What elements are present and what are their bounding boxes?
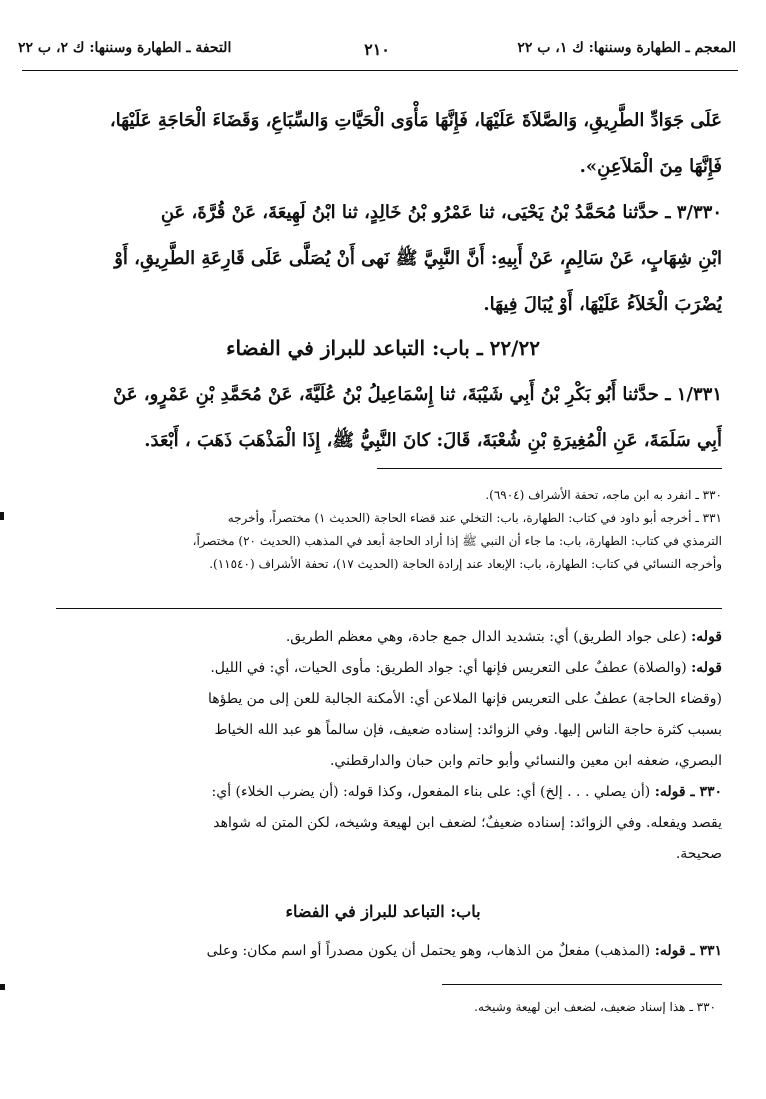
text-line: أَبِي سَلَمَةَ، عَنِ الْمُغِيرَةِ بْنِ شُعْبَةَ، قَالَ: كانَ النَّبِيُّ ﷺ، إِذَا الْمَذْهَبَ ذَهَبَ ، أَبْعَدَ. <box>144 430 722 451</box>
commentary-divider <box>56 608 722 609</box>
commentary-line <box>44 684 722 715</box>
header-divider <box>22 70 738 71</box>
commentary-text: صحيحة. <box>675 846 722 862</box>
commentary-text: (أن يصلي . . . إلخ) أي: على بناء المفعول، وكذا قوله: (أن يضرب الخلاء) أي: <box>211 784 655 800</box>
footnote-line: وأخرجه النسائي في كتاب: الطهارة، باب: الإبعاد عند إرادة الحاجة (الحديث ١٧)، تحفة الأشراف (١١٥٤٠). <box>209 557 722 571</box>
header-right-reference: المعجم ـ الطهارة وسننها: ك ١، ب ٢٢ <box>517 40 736 56</box>
commentary-lead: ٣٣١ ـ قوله: <box>654 943 722 959</box>
commentary-line <box>44 777 722 808</box>
bottom-note: ٣٣٠ ـ هذا إسناد ضعيف، لضعف ابن لهيعة وشيخه. <box>474 1000 716 1014</box>
page-number: ٢١٠ <box>364 40 390 59</box>
hadith-331 <box>44 372 722 464</box>
commentary-text: (المذهب) مفعلٌ من الذهاب، وهو يحتمل أن يكون مصدراً أو اسم مكان: وعلى <box>206 943 655 959</box>
commentary-line <box>44 653 722 684</box>
header-left-reference: التحفة ـ الطهارة وسننها: ك ٢، ب ٢٢ <box>18 40 232 56</box>
text-line: ٣/٣٣٠ ـ حدَّثنا مُحَمَّدُ بْنُ يَحْيَى، ثنا عَمْرُو بْنُ خَالِدٍ، ثنا ابْنُ لَهِيعَةَ، عَنْ قُرَّةَ، عَنِ <box>160 202 722 223</box>
commentary-lead: ٣٣٠ ـ قوله: <box>654 784 722 800</box>
commentary-line <box>44 936 722 967</box>
commentary-line <box>44 715 722 746</box>
running-header <box>18 40 736 66</box>
footnote-divider <box>377 468 722 469</box>
scan-edge-mark <box>0 512 4 520</box>
commentary-text: بسبب كثرة حاجة الناس إليها. وفي الزوائد: إسناده ضعيف، فإن سالماً هو عبد الله الخياط <box>214 722 722 738</box>
commentary-line <box>44 808 722 839</box>
note-divider <box>442 984 722 985</box>
commentary-line <box>44 839 722 870</box>
footnote-line: الترمذي في كتاب: الطهارة، باب: ما جاء أن النبي ﷺ إذا أراد الحاجة أبعد في المذهب (الحديث ٢٠) مختصراً، <box>192 534 722 548</box>
footnote-line: ٣٣١ ـ أخرجه أبو داود في كتاب: الطهارة، باب: التخلي عند قضاء الحاجة (الحديث ١) مختصراً، وأخرجه <box>227 511 722 525</box>
hadith-330 <box>44 190 722 328</box>
commentary <box>44 622 722 870</box>
commentary-331 <box>44 936 722 967</box>
commentary-text: (والصلاة) عطفٌ على التعريس فإنها أي: جواد الطريق: مأوى الحيات، أي: في الليل. <box>210 660 692 676</box>
text-line: عَلَى جَوَادِّ الطَّرِيقِ، وَالصَّلاَةَ عَلَيْهَا، فَإِنَّهَا مَأْوَى الْحَيَّاتِ وَالسِّبَاعِ، وَقَضَاءَ الْحَاجَةِ عَلَيْهَا، <box>109 110 722 131</box>
footnote-line: ٣٣٠ ـ انفرد به ابن ماجه، تحفة الأشراف (٦٩٠٤). <box>485 488 722 502</box>
chapter-title: ٢٢/٢٢ ـ باب: التباعد للبراز في الفضاء <box>226 336 540 360</box>
commentary-lead: قوله: <box>691 660 722 676</box>
commentary-line <box>44 622 722 653</box>
hadith-continuation <box>44 98 722 190</box>
commentary-text: (على جواد الطريق) أي: بتشديد الدال جمع جادة، وهي معظم الطريق. <box>285 629 692 645</box>
text-line: ابْنِ شِهَابٍ، عَنْ سَالِمٍ، عَنْ أَبِيهِ: أَنَّ النَّبِيَّ ﷺ نَهى أَنْ يُصَلَّى عَلَى قَارِعَةِ الطَّرِيقِ، أَوْ <box>114 248 722 269</box>
commentary-line <box>44 746 722 777</box>
sub-chapter-title: باب: التباعد للبراز في الفضاء <box>285 902 481 921</box>
commentary-text: يقصد ويفعله. وفي الزوائد: إسناده ضعيفٌ؛ لضعف ابن لهيعة وشيخه، لكن المتن له شواهد <box>213 815 722 831</box>
text-line: ١/٣٣١ ـ حدَّثنا أَبُو بَكْرِ بْنُ أَبِي شَيْبَةَ، ثنا إِسْمَاعِيلُ بْنُ عُلَيَّةَ، عَنْ مُحَمَّدِ بْنِ عَمْرٍو، عَنْ <box>113 384 722 405</box>
footnotes <box>48 484 722 576</box>
commentary-text: (وقضاء الحاجة) عطفٌ على التعريس فإنها الملاعن أي: الأمكنة الجالبة للعن إلى من يطؤها <box>207 691 722 707</box>
text-line: فَإِنَّهَا مِنَ الْمَلاَعِنِ». <box>579 156 722 177</box>
text-line: يُضْرَبَ الْخَلاَءُ عَلَيْهَا، أَوْ يُبَالَ فِيهَا. <box>483 294 722 315</box>
commentary-lead: قوله: <box>691 629 722 645</box>
scan-edge-mark <box>0 984 5 990</box>
commentary-text: البصري، ضعفه ابن معين والنسائي وأبو حاتم وابن حبان والدارقطني. <box>329 753 722 769</box>
